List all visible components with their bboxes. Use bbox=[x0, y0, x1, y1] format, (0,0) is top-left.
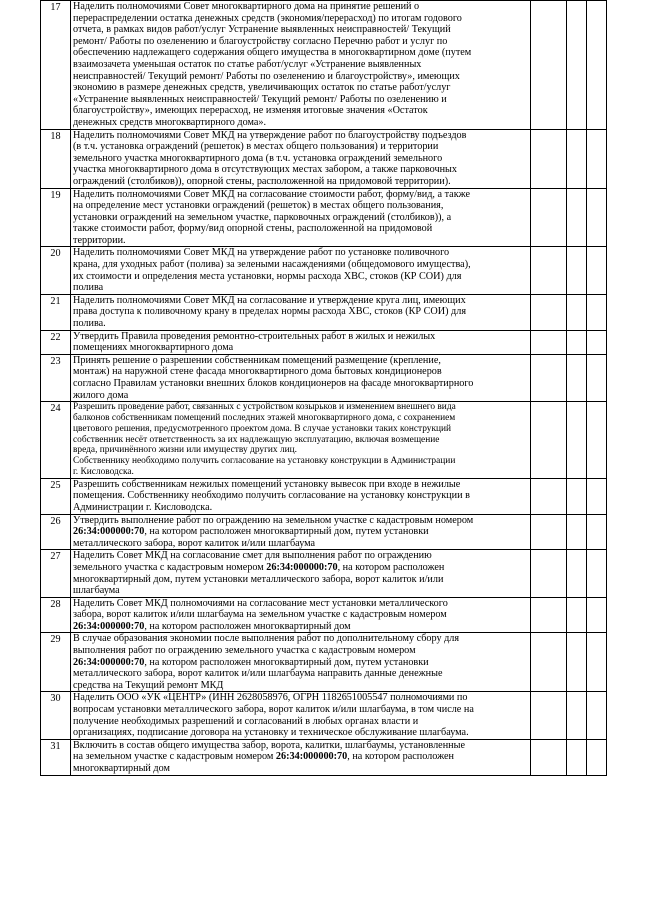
vote-abstain-box[interactable] bbox=[587, 402, 607, 479]
vote-for-box[interactable] bbox=[531, 550, 567, 597]
item-text-line: Утвердить выполнение работ по ограждению на земельном участке с кадастровым номером bbox=[73, 514, 474, 526]
item-text-line: собственник несёт ответственность за их надлежащую эксплуатацию, включая возмещение bbox=[73, 434, 440, 445]
vote-for-box[interactable] bbox=[531, 354, 567, 401]
item-text bbox=[71, 294, 531, 330]
item-text-line: Включить в состав общего имущества забор, ворота, калитки, шлагбаумы, установленные bbox=[73, 739, 465, 751]
item-text-line: на определение мест установки ограждений (решеток) в местах общего пользования, bbox=[73, 200, 444, 212]
item-number: 29 bbox=[41, 633, 71, 692]
item-text-line: на земельном участке с кадастровым номером 26:34:000000:70, на котором расположен bbox=[73, 751, 454, 763]
item-text-line: многоквартирный дом bbox=[73, 763, 170, 775]
item-text-line: перераспределении остатка денежных средств (экономия/перерасход) по итогам годового bbox=[73, 12, 462, 24]
item-text bbox=[71, 1, 531, 130]
vote-against-box[interactable] bbox=[567, 633, 587, 692]
item-text-line: полива. bbox=[73, 318, 106, 330]
resolution-table bbox=[40, 0, 606, 776]
item-text bbox=[71, 247, 531, 294]
vote-abstain-box[interactable] bbox=[587, 597, 607, 633]
item-text bbox=[71, 478, 531, 514]
item-text-line: земельного участка с кадастровым номером 26:34:000000:70, на котором расположен bbox=[73, 561, 445, 573]
vote-for-box[interactable] bbox=[531, 514, 567, 550]
vote-abstain-box[interactable] bbox=[587, 692, 607, 739]
item-text-line: также стоимости работ, форму/вид опорной стены, расположенной на придомовой bbox=[73, 223, 433, 235]
item-text-line: (в т.ч. установка ограждений (решеток) в местах общего пользования) и территории bbox=[73, 141, 439, 153]
item-text-line: Утвердить Правила проведения ремонтно-строительных работ в жилых и нежилых bbox=[73, 330, 436, 342]
vote-against-box[interactable] bbox=[567, 247, 587, 294]
item-text-line: благоустройству», имеющих перерасход, не изменяя итоговые значения «Остаток bbox=[73, 105, 428, 117]
vote-abstain-box[interactable] bbox=[587, 354, 607, 401]
item-text-line: выполнения работ по ограждению земельного участка с кадастровым номером bbox=[73, 645, 416, 657]
agenda-row-31 bbox=[41, 739, 607, 775]
item-number: 27 bbox=[41, 550, 71, 597]
item-text-line: 26:34:000000:70, на котором расположен многоквартирный дом, путем установки bbox=[73, 656, 429, 668]
vote-against-box[interactable] bbox=[567, 294, 587, 330]
agenda-row-18 bbox=[41, 129, 607, 188]
vote-abstain-box[interactable] bbox=[587, 633, 607, 692]
item-text-line: организациях, подписание договора на установку и техническое обслуживание шлагбаума. bbox=[73, 727, 469, 739]
agenda-row-30 bbox=[41, 692, 607, 739]
item-text-line: многоквартирный дом, путем установки металлического забора, ворот калиток и/или bbox=[73, 573, 444, 585]
item-text-line: полива bbox=[73, 282, 104, 294]
vote-abstain-box[interactable] bbox=[587, 1, 607, 130]
vote-abstain-box[interactable] bbox=[587, 294, 607, 330]
item-number: 18 bbox=[41, 129, 71, 188]
vote-against-box[interactable] bbox=[567, 550, 587, 597]
item-text-line: Наделить полномочиями Совет МКД на согласование и утверждение круга лиц, имеющих bbox=[73, 294, 466, 306]
vote-abstain-box[interactable] bbox=[587, 330, 607, 354]
item-text-line: неисправностей/ Текущий ремонт/ Работы по озеленению и благоустройству», имеющих bbox=[73, 70, 460, 82]
item-text-line: цветового решения, предусмотренного проектом дома. В случае установки таких конструкций bbox=[73, 423, 452, 434]
agenda-row-17 bbox=[41, 1, 607, 130]
item-number: 22 bbox=[41, 330, 71, 354]
vote-against-box[interactable] bbox=[567, 597, 587, 633]
item-number: 17 bbox=[41, 1, 71, 130]
vote-for-box[interactable] bbox=[531, 247, 567, 294]
item-number: 24 bbox=[41, 402, 71, 479]
item-text-line: ремонт/ Работы по озеленению и благоустройству согласно Перечню работ и услуг по bbox=[73, 35, 448, 47]
voting-table bbox=[40, 0, 607, 776]
item-text bbox=[71, 514, 531, 550]
item-text-line: средства на Текущий ремонт МКД bbox=[73, 679, 224, 691]
vote-for-box[interactable] bbox=[531, 129, 567, 188]
item-text-line: крана, для уходных работ (полива) за зелеными насаждениями (общедомового имущества), bbox=[73, 259, 471, 271]
vote-abstain-box[interactable] bbox=[587, 247, 607, 294]
item-text-line: Принять решение о разрешении собственникам помещений размещение (крепление, bbox=[73, 354, 441, 366]
vote-abstain-box[interactable] bbox=[587, 129, 607, 188]
item-text-line: денежных средств многоквартирного дома». bbox=[73, 116, 267, 128]
vote-abstain-box[interactable] bbox=[587, 478, 607, 514]
item-number: 28 bbox=[41, 597, 71, 633]
item-text-line: экономию в размере денежных средств, увеличивающих остаток по статье работ/услуг bbox=[73, 82, 451, 94]
agenda-row-26 bbox=[41, 514, 607, 550]
item-text-line: Наделить Совет МКД на согласование смет для выполнения работ по ограждению bbox=[73, 550, 432, 562]
vote-abstain-box[interactable] bbox=[587, 514, 607, 550]
item-text bbox=[71, 739, 531, 775]
item-text-line: помещения. Собственнику необходимо получить согласование на установку конструкции в bbox=[73, 490, 470, 502]
item-text bbox=[71, 633, 531, 692]
item-text-line: металлического забора, ворот калиток и/или шлагбаума направить данные денежные bbox=[73, 668, 443, 680]
vote-for-box[interactable] bbox=[531, 188, 567, 247]
item-text-line: права доступа к поливочному крану в пределах нормы расхода ХВС, стоков (КР СОИ) для bbox=[73, 306, 467, 318]
item-text-line: Наделить полномочиями Совет многоквартирного дома на принятие решений о bbox=[73, 1, 420, 12]
agenda-row-25 bbox=[41, 478, 607, 514]
vote-abstain-box[interactable] bbox=[587, 550, 607, 597]
item-text-line: взаимозачета уменьшая остаток по статье работ/услуг «Устранение выявленных bbox=[73, 58, 422, 70]
vote-abstain-box[interactable] bbox=[587, 739, 607, 775]
item-text-line: жилого дома bbox=[73, 389, 129, 401]
vote-against-box[interactable] bbox=[567, 514, 587, 550]
agenda-row-21 bbox=[41, 294, 607, 330]
item-text-line: согласно Правилам установки внешних блоков кондиционеров на фасаде многоквартирного bbox=[73, 378, 474, 389]
vote-abstain-box[interactable] bbox=[587, 188, 607, 247]
item-text-line: отчета, в рамках видов работ/услуг Устранение выявленных неисправностей/ Текущий bbox=[73, 24, 451, 36]
item-text-line: установки ограждений на земельном участке, парковочных ограждений (столбиков)), а bbox=[73, 211, 452, 223]
agenda-row-19 bbox=[41, 188, 607, 247]
item-number: 19 bbox=[41, 188, 71, 247]
item-text-line: Наделить полномочиями Совет МКД на согласование стоимости работ, форму/вид, а также bbox=[73, 188, 471, 200]
item-text-line: металлического забора, ворот калиток и/или шлагбаума bbox=[73, 537, 316, 549]
agenda-row-20 bbox=[41, 247, 607, 294]
agenda-row-24 bbox=[41, 402, 607, 479]
agenda-row-27 bbox=[41, 550, 607, 597]
vote-against-box[interactable] bbox=[567, 354, 587, 401]
agenda-row-22 bbox=[41, 330, 607, 354]
vote-for-box[interactable] bbox=[531, 1, 567, 130]
vote-for-box[interactable] bbox=[531, 478, 567, 514]
item-text-line: вопросам установки металлического забора, ворот калиток и/или шлагбаума, в том числе на bbox=[73, 704, 474, 716]
item-text-line: В случае образования экономии после выполнения работ по дополнительному сбору для bbox=[73, 633, 460, 645]
vote-against-box[interactable] bbox=[567, 692, 587, 739]
vote-for-box[interactable] bbox=[531, 294, 567, 330]
item-text-line: «Устранение выявленных неисправностей/ Текущий ремонт/ Работы по озеленению и bbox=[73, 93, 447, 105]
agenda-row-23 bbox=[41, 354, 607, 401]
item-text-line: Наделить ООО «УК «ЦЕНТР» (ИНН 2628058976, ОГРН 1182651005547 полномочиями по bbox=[73, 692, 468, 704]
item-text bbox=[71, 129, 531, 188]
item-text-line: Наделить Совет МКД полномочиями на согласование мест установки металлического bbox=[73, 597, 448, 609]
vote-against-box[interactable] bbox=[567, 739, 587, 775]
item-text bbox=[71, 692, 531, 739]
item-text bbox=[71, 402, 531, 479]
vote-against-box[interactable] bbox=[567, 1, 587, 130]
item-number: 31 bbox=[41, 739, 71, 775]
item-text-line: получение необходимых разрешений и согласований в любых органах власти и bbox=[73, 715, 419, 727]
item-text-line: территории. bbox=[73, 234, 126, 246]
item-text-line: забора, ворот калиток и/или шлагбаума на земельном участке с кадастровым номером bbox=[73, 609, 447, 621]
item-text-line: их стоимости и определения места установки, нормы расхода ХВС, стоков (КР СОИ) для bbox=[73, 270, 462, 282]
item-text bbox=[71, 597, 531, 633]
item-text-line: вреда, причинённого жизни или имуществу других лиц. bbox=[73, 445, 298, 456]
vote-for-box[interactable] bbox=[531, 597, 567, 633]
item-text-line: шлагбаума bbox=[73, 585, 120, 597]
item-text-line: Собственнику необходимо получить согласование на установку конструкции в Администрации bbox=[73, 456, 456, 467]
item-text-line: Наделить полномочиями Совет МКД на утверждение работ по благоустройству подъездов bbox=[73, 129, 467, 141]
item-text-line: монтаж) на наружной стене фасада многоквартирного дома бытовых кондиционеров bbox=[73, 366, 442, 378]
item-text-line: Администрации г. Кисловодска. bbox=[73, 501, 213, 513]
item-text-line: помещениях многоквартирного дома bbox=[73, 342, 234, 354]
item-number: 30 bbox=[41, 692, 71, 739]
item-text-line: земельного участка многоквартирного дома (в т.ч. установка ограждений земельного bbox=[73, 152, 443, 164]
item-number: 23 bbox=[41, 354, 71, 401]
agenda-row-28 bbox=[41, 597, 607, 633]
vote-against-box[interactable] bbox=[567, 402, 587, 479]
item-text-line: ограждений (столбиков)), опорной стены, расположенной на придомовой территории). bbox=[73, 175, 451, 187]
item-text-line: 26:34:000000:70, на котором расположен многоквартирный дом, путем установки bbox=[73, 526, 429, 538]
item-text-line: г. Кисловодска. bbox=[73, 466, 134, 477]
item-text-line: балконов собственникам помещений последних этажей многоквартирного дома, с сохранением bbox=[73, 412, 456, 423]
item-text bbox=[71, 550, 531, 597]
item-text-line: участка многоквартирного дома в отсутствующих местах забором, а также парковочных bbox=[73, 164, 457, 176]
vote-for-box[interactable] bbox=[531, 633, 567, 692]
vote-against-box[interactable] bbox=[567, 330, 587, 354]
item-text bbox=[71, 188, 531, 247]
item-number: 21 bbox=[41, 294, 71, 330]
item-text-line: 26:34:000000:70, на котором расположен многоквартирный дом bbox=[73, 620, 351, 632]
vote-for-box[interactable] bbox=[531, 402, 567, 479]
vote-for-box[interactable] bbox=[531, 692, 567, 739]
agenda-row-29 bbox=[41, 633, 607, 692]
vote-against-box[interactable] bbox=[567, 478, 587, 514]
item-text-line: обеспечению надлежащего содержания общего имущества в многоквартирном доме (путем bbox=[73, 47, 472, 59]
item-text bbox=[71, 354, 531, 401]
item-text-line: Наделить полномочиями Совет МКД на утверждение работ по установке поливочного bbox=[73, 247, 450, 259]
item-number: 26 bbox=[41, 514, 71, 550]
item-number: 20 bbox=[41, 247, 71, 294]
item-text bbox=[71, 330, 531, 354]
vote-for-box[interactable] bbox=[531, 330, 567, 354]
vote-against-box[interactable] bbox=[567, 129, 587, 188]
item-number: 25 bbox=[41, 478, 71, 514]
item-text-line: Разрешить проведение работ, связанных с устройством козырьков и изменением внешнего вида bbox=[73, 402, 456, 413]
vote-for-box[interactable] bbox=[531, 739, 567, 775]
item-text-line: Разрешить собственникам нежилых помещений установку вывесок при входе в нежилые bbox=[73, 478, 461, 490]
vote-against-box[interactable] bbox=[567, 188, 587, 247]
